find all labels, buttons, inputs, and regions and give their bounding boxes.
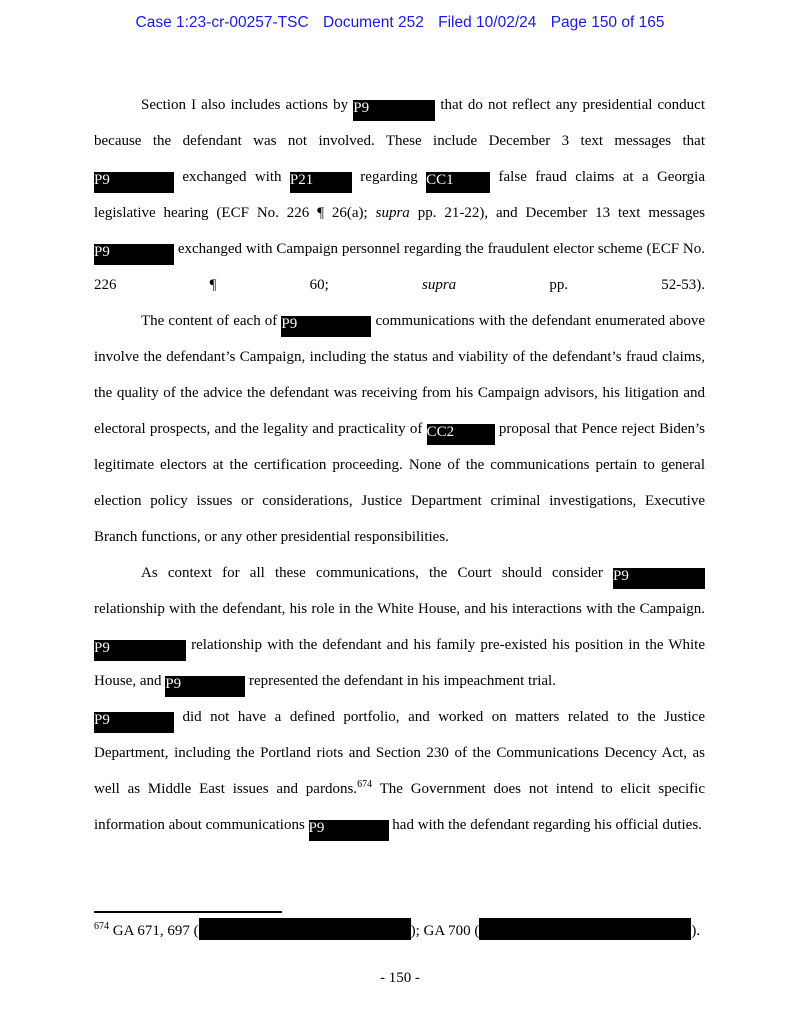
- document-number: Document 252: [323, 14, 424, 31]
- redaction-p9: P9: [165, 676, 245, 697]
- footnote-number: 674: [94, 921, 109, 932]
- redaction-p9: P9: [94, 244, 174, 265]
- redaction-p9: P9: [353, 100, 435, 121]
- footnote-divider: [94, 911, 282, 913]
- redaction-p9: P9: [281, 316, 371, 337]
- document-body: [94, 87, 705, 843]
- redaction-p9: P9: [94, 172, 174, 193]
- page-count: Page 150 of 165: [550, 14, 665, 31]
- redaction-p9: P9: [94, 640, 186, 661]
- filed-date: Filed 10/02/24: [438, 14, 537, 31]
- redaction-block: [199, 918, 411, 940]
- footnote-ref: 674: [357, 779, 373, 790]
- case-number: Case 1:23-cr-00257-TSC: [135, 14, 309, 31]
- paragraph-1: Section I also includes actions by P9 that do not reflect any presidential conduct because the defendant was not involved. These include December 3 text messages that P9 exchanged with P21 regarding CC1 false fraud claims at a Georgia legislative hearing (ECF No. 226 ¶ 26(a); supra pp. 21-22), and December 13 text messages P9 exchanged with Campaign personnel regarding the fraudulent elector scheme (ECF No. 226 ¶ 60; supra pp. 52-53).: [94, 97, 706, 293]
- page-number: - 150 -: [380, 970, 420, 986]
- paragraph-2: The content of each of P9 communications with the defendant enumerated above involve the defendant’s Campaign, including the status and viability of the defendant’s fraud claims, the quality of the advice the defendant was receiving from his Campaign advisors, his litigation and electoral prospects, and the legality and practicality of CC2 proposal that Pence reject Biden’s legitimate electors at the certification proceeding. None of the communications pertain to general election policy issues or considerations, Justice Department criminal investigations, Executive Branch functions, or any other presidential responsibilities.: [94, 313, 706, 545]
- case-header: [0, 14, 800, 32]
- redaction-block: [479, 918, 691, 940]
- redaction-cc2: CC2: [427, 424, 495, 445]
- redaction-p9: P9: [94, 712, 174, 733]
- redaction-p9: P9: [613, 568, 705, 589]
- footnote-674: $^{674}$ GA 671, 697 ( ); GA 700 ( ).: [94, 918, 714, 943]
- redaction-cc1: CC1: [426, 172, 490, 193]
- paragraph-3: As context for all these communications, the Court should consider P9 relationship with the defendant, his role in the White House, and his interactions with the Campaign. P9 relationship with the defendant and his family pre-existed his position in the White House, and P9 represented the defendant in his impeachment trial. P9 did not have a defined portfolio, and worked on matters related to the Justice Department, including the Portland riots and Section 230 of the Communications Decency Act, as well as Middle East issues and pardons.$^{674}$ The Government does not intend to elicit specific information about communications P9 had with the defendant regarding his official duties.: [94, 555, 705, 843]
- redaction-p21: P21: [290, 172, 352, 193]
- redaction-p9: P9: [309, 820, 389, 841]
